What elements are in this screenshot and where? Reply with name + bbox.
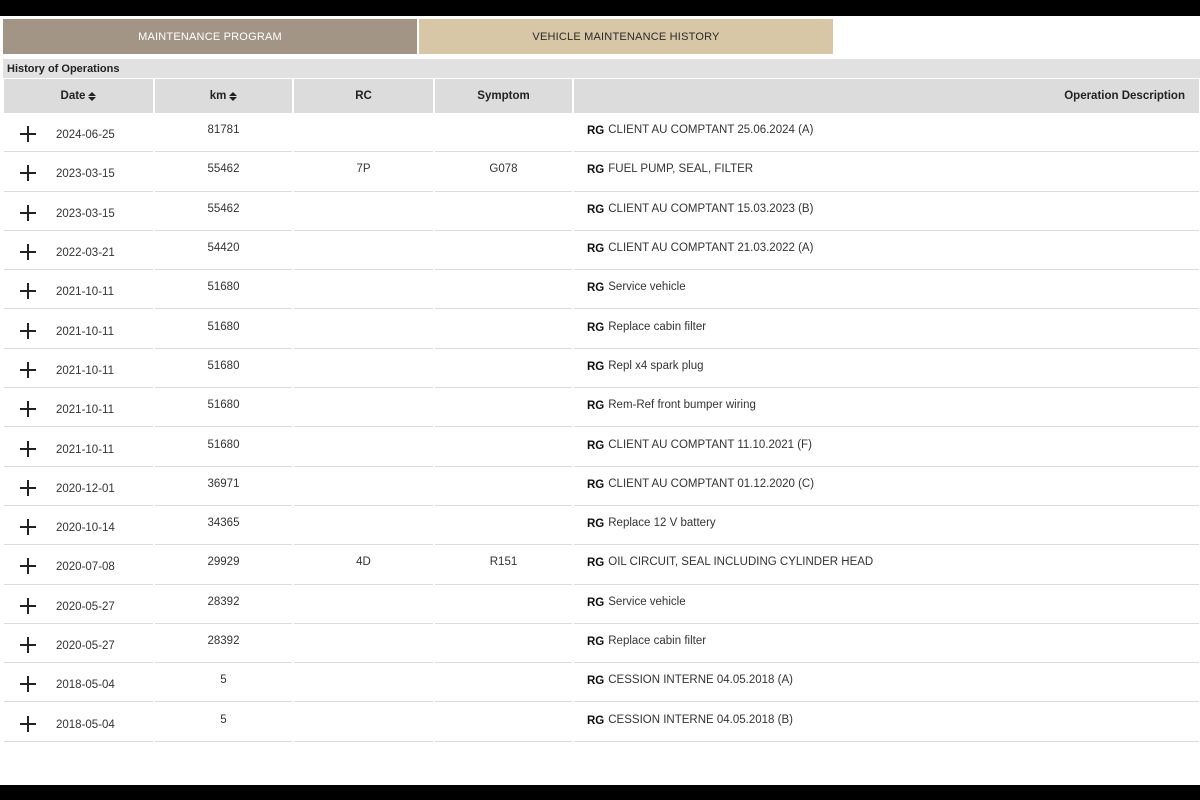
description-content <box>587 556 873 572</box>
symptom-cell <box>435 192 572 231</box>
table-row <box>4 192 1200 231</box>
table-row <box>4 702 1200 741</box>
column-header-km-label: km <box>209 90 227 102</box>
description-text: Replace cabin filter <box>608 320 707 333</box>
description-content <box>587 203 813 219</box>
column-header-date[interactable] <box>4 79 153 113</box>
symptom-cell <box>435 113 572 152</box>
description-content <box>587 674 793 690</box>
tab-maintenance-program[interactable]: MAINTENANCE PROGRAM <box>3 19 417 54</box>
description-text: CLIENT AU COMPTANT 25.06.2024 (A) <box>608 124 814 137</box>
table-row <box>4 506 1200 545</box>
plus-icon[interactable] <box>20 558 36 574</box>
date-value: 2021-10-11 <box>56 404 114 417</box>
rg-badge: RG <box>587 714 605 727</box>
date-value: 2023-03-15 <box>56 207 115 220</box>
rg-badge: RG <box>587 282 605 295</box>
date-cell <box>4 231 153 270</box>
rc-cell <box>294 192 433 231</box>
description-content <box>587 124 813 140</box>
plus-icon[interactable] <box>20 598 36 614</box>
section-title: History of Operations <box>3 59 1200 78</box>
plus-icon[interactable] <box>20 126 36 142</box>
description-text: CLIENT AU COMPTANT 01.12.2020 (C) <box>608 477 815 490</box>
description-text: CLIENT AU COMPTANT 21.03.2022 (A) <box>608 242 814 255</box>
table-row <box>4 113 1200 152</box>
operations-table <box>4 79 1200 742</box>
rc-cell <box>294 231 433 270</box>
symptom-cell <box>435 270 572 309</box>
sort-icon <box>229 92 237 101</box>
km-cell: 51680 <box>155 270 292 309</box>
date-cell <box>4 467 153 506</box>
km-cell: 28392 <box>155 585 292 624</box>
rc-cell <box>294 349 433 388</box>
description-content <box>587 242 813 258</box>
description-text: CLIENT AU COMPTANT 11.10.2021 (F) <box>608 438 812 451</box>
km-cell: 51680 <box>155 349 292 388</box>
table-row <box>4 231 1200 270</box>
description-content <box>587 478 814 494</box>
rc-cell <box>294 467 433 506</box>
symptom-cell: R151 <box>435 545 572 584</box>
table-row <box>4 663 1200 702</box>
symptom-cell <box>435 663 572 702</box>
plus-icon[interactable] <box>20 637 36 653</box>
description-cell <box>574 270 1199 309</box>
description-cell <box>574 231 1199 270</box>
rc-cell <box>294 585 433 624</box>
date-cell <box>4 702 153 741</box>
rg-badge: RG <box>587 125 605 138</box>
plus-icon[interactable] <box>20 362 36 378</box>
rg-badge: RG <box>587 400 605 413</box>
rc-cell <box>294 663 433 702</box>
date-value: 2018-05-04 <box>56 718 115 731</box>
table-row <box>4 467 1200 506</box>
description-cell <box>574 467 1199 506</box>
rg-badge: RG <box>587 596 605 609</box>
description-content <box>587 399 756 415</box>
symptom-cell <box>435 624 572 663</box>
km-cell: 51680 <box>155 309 292 348</box>
km-cell: 55462 <box>155 152 292 191</box>
km-cell: 55462 <box>155 192 292 231</box>
plus-icon[interactable] <box>20 323 36 339</box>
table-row <box>4 388 1200 427</box>
symptom-cell <box>435 231 572 270</box>
description-text: CESSION INTERNE 04.05.2018 (B) <box>608 713 793 726</box>
rg-badge: RG <box>587 636 605 648</box>
plus-icon[interactable] <box>20 244 36 260</box>
description-text: Service vehicle <box>608 281 686 294</box>
date-value: 2020-05-27 <box>56 640 115 652</box>
table-row <box>4 349 1200 388</box>
description-content <box>587 517 716 533</box>
description-cell <box>574 663 1199 702</box>
rc-cell <box>294 270 433 309</box>
column-header-km[interactable] <box>155 79 292 113</box>
description-text: Replace 12 V battery <box>608 517 716 530</box>
symptom-cell <box>435 702 572 741</box>
column-header-rc: RC <box>294 79 433 113</box>
plus-icon[interactable] <box>20 676 36 692</box>
rc-cell <box>294 624 433 663</box>
plus-icon[interactable] <box>20 401 36 417</box>
table-row <box>4 152 1200 191</box>
description-cell <box>574 585 1199 624</box>
symptom-cell <box>435 506 572 545</box>
description-content <box>587 635 706 651</box>
column-header-description: Operation Description <box>574 79 1199 113</box>
table-header <box>4 79 1200 113</box>
plus-icon[interactable] <box>20 283 36 299</box>
description-text: Repl x4 spark plug <box>608 359 704 372</box>
plus-icon[interactable] <box>20 205 36 221</box>
description-cell <box>574 192 1199 231</box>
date-value: 2024-06-25 <box>56 129 115 142</box>
rc-cell: 7P <box>294 152 433 191</box>
rc-cell <box>294 702 433 741</box>
description-cell <box>574 427 1199 466</box>
date-value: 2021-10-11 <box>56 443 114 456</box>
rc-cell <box>294 427 433 466</box>
bottom-frame-bar <box>0 785 1200 800</box>
date-value: 2022-03-21 <box>56 247 115 260</box>
description-cell <box>574 388 1199 427</box>
symptom-cell <box>435 467 572 506</box>
description-text: FUEL PUMP, SEAL, FILTER <box>608 163 754 176</box>
date-value: 2020-07-08 <box>56 561 115 574</box>
date-cell <box>4 545 153 584</box>
date-cell <box>4 152 153 191</box>
date-cell <box>4 270 153 309</box>
km-cell: 29929 <box>155 545 292 584</box>
km-cell: 34365 <box>155 506 292 545</box>
date-cell <box>4 113 153 152</box>
description-content <box>587 321 706 337</box>
km-cell: 5 <box>155 702 292 741</box>
rc-cell <box>294 388 433 427</box>
table-body <box>4 113 1200 742</box>
rg-badge: RG <box>587 675 605 688</box>
table-row <box>4 545 1200 584</box>
column-header-symptom: Symptom <box>435 79 572 113</box>
date-cell <box>4 427 153 466</box>
description-text: Service vehicle <box>608 595 686 608</box>
description-cell <box>574 702 1199 741</box>
date-value: 2020-05-27 <box>56 600 115 613</box>
symptom-cell <box>435 427 572 466</box>
table-row <box>4 624 1200 663</box>
date-value: 2020-10-14 <box>56 522 115 535</box>
km-cell: 51680 <box>155 388 292 427</box>
description-content <box>587 439 812 455</box>
date-value: 2021-10-11 <box>56 325 114 338</box>
date-cell <box>4 309 153 348</box>
sort-icon <box>88 92 96 101</box>
rc-cell <box>294 113 433 152</box>
km-cell: 54420 <box>155 231 292 270</box>
rg-badge: RG <box>587 164 605 177</box>
date-cell <box>4 506 153 545</box>
rg-badge: RG <box>587 321 605 334</box>
date-value: 2020-12-01 <box>56 482 115 495</box>
symptom-cell: G078 <box>435 152 572 191</box>
rg-badge: RG <box>587 243 605 256</box>
km-cell: 51680 <box>155 427 292 466</box>
date-cell <box>4 388 153 427</box>
symptom-cell <box>435 585 572 624</box>
tab-vehicle-maintenance-history[interactable]: VEHICLE MAINTENANCE HISTORY <box>419 19 833 54</box>
date-cell <box>4 624 153 663</box>
date-cell <box>4 663 153 702</box>
rg-badge: RG <box>587 360 605 373</box>
description-content <box>587 714 793 730</box>
rg-badge: RG <box>587 439 605 452</box>
tab-bar <box>3 19 833 54</box>
table-row <box>4 585 1200 624</box>
description-cell <box>574 506 1199 545</box>
rc-cell <box>294 506 433 545</box>
rg-badge: RG <box>587 557 605 570</box>
description-content <box>587 360 704 376</box>
table-row <box>4 427 1200 466</box>
table-row <box>4 309 1200 348</box>
description-cell <box>574 113 1199 152</box>
table-row <box>4 270 1200 309</box>
date-value: 2023-03-15 <box>56 168 115 181</box>
description-text: CLIENT AU COMPTANT 15.03.2023 (B) <box>608 202 814 215</box>
rc-cell <box>294 309 433 348</box>
date-cell <box>4 192 153 231</box>
date-cell <box>4 349 153 388</box>
rg-badge: RG <box>587 478 605 491</box>
description-cell <box>574 349 1199 388</box>
symptom-cell <box>435 349 572 388</box>
top-frame-bar <box>0 0 1200 16</box>
km-cell: 5 <box>155 663 292 702</box>
plus-icon[interactable] <box>20 480 36 496</box>
rg-badge: RG <box>587 203 605 216</box>
km-cell: 28392 <box>155 624 292 663</box>
plus-icon[interactable] <box>20 165 36 181</box>
date-value: 2018-05-04 <box>56 679 115 692</box>
km-cell: 36971 <box>155 467 292 506</box>
description-cell <box>574 309 1199 348</box>
plus-icon[interactable] <box>20 519 36 535</box>
symptom-cell <box>435 388 572 427</box>
km-cell: 81781 <box>155 113 292 152</box>
description-cell <box>574 545 1199 584</box>
column-header-date-label: Date <box>60 90 86 102</box>
description-content <box>587 596 686 612</box>
description-content <box>587 281 686 297</box>
description-text: Rem-Ref front bumper wiring <box>608 399 756 412</box>
description-text: OIL CIRCUIT, SEAL INCLUDING CYLINDER HEAD <box>608 556 874 569</box>
description-content <box>587 163 753 179</box>
rg-badge: RG <box>587 518 605 531</box>
description-cell <box>574 624 1199 663</box>
date-cell <box>4 585 153 624</box>
rc-cell: 4D <box>294 545 433 584</box>
symptom-cell <box>435 309 572 348</box>
date-value: 2021-10-11 <box>56 286 114 299</box>
description-text: CESSION INTERNE 04.05.2018 (A) <box>608 674 793 687</box>
date-value: 2021-10-11 <box>56 364 114 377</box>
plus-icon[interactable] <box>20 441 36 457</box>
description-cell <box>574 152 1199 191</box>
plus-icon[interactable] <box>20 716 36 732</box>
description-text: Replace cabin filter <box>608 635 707 647</box>
